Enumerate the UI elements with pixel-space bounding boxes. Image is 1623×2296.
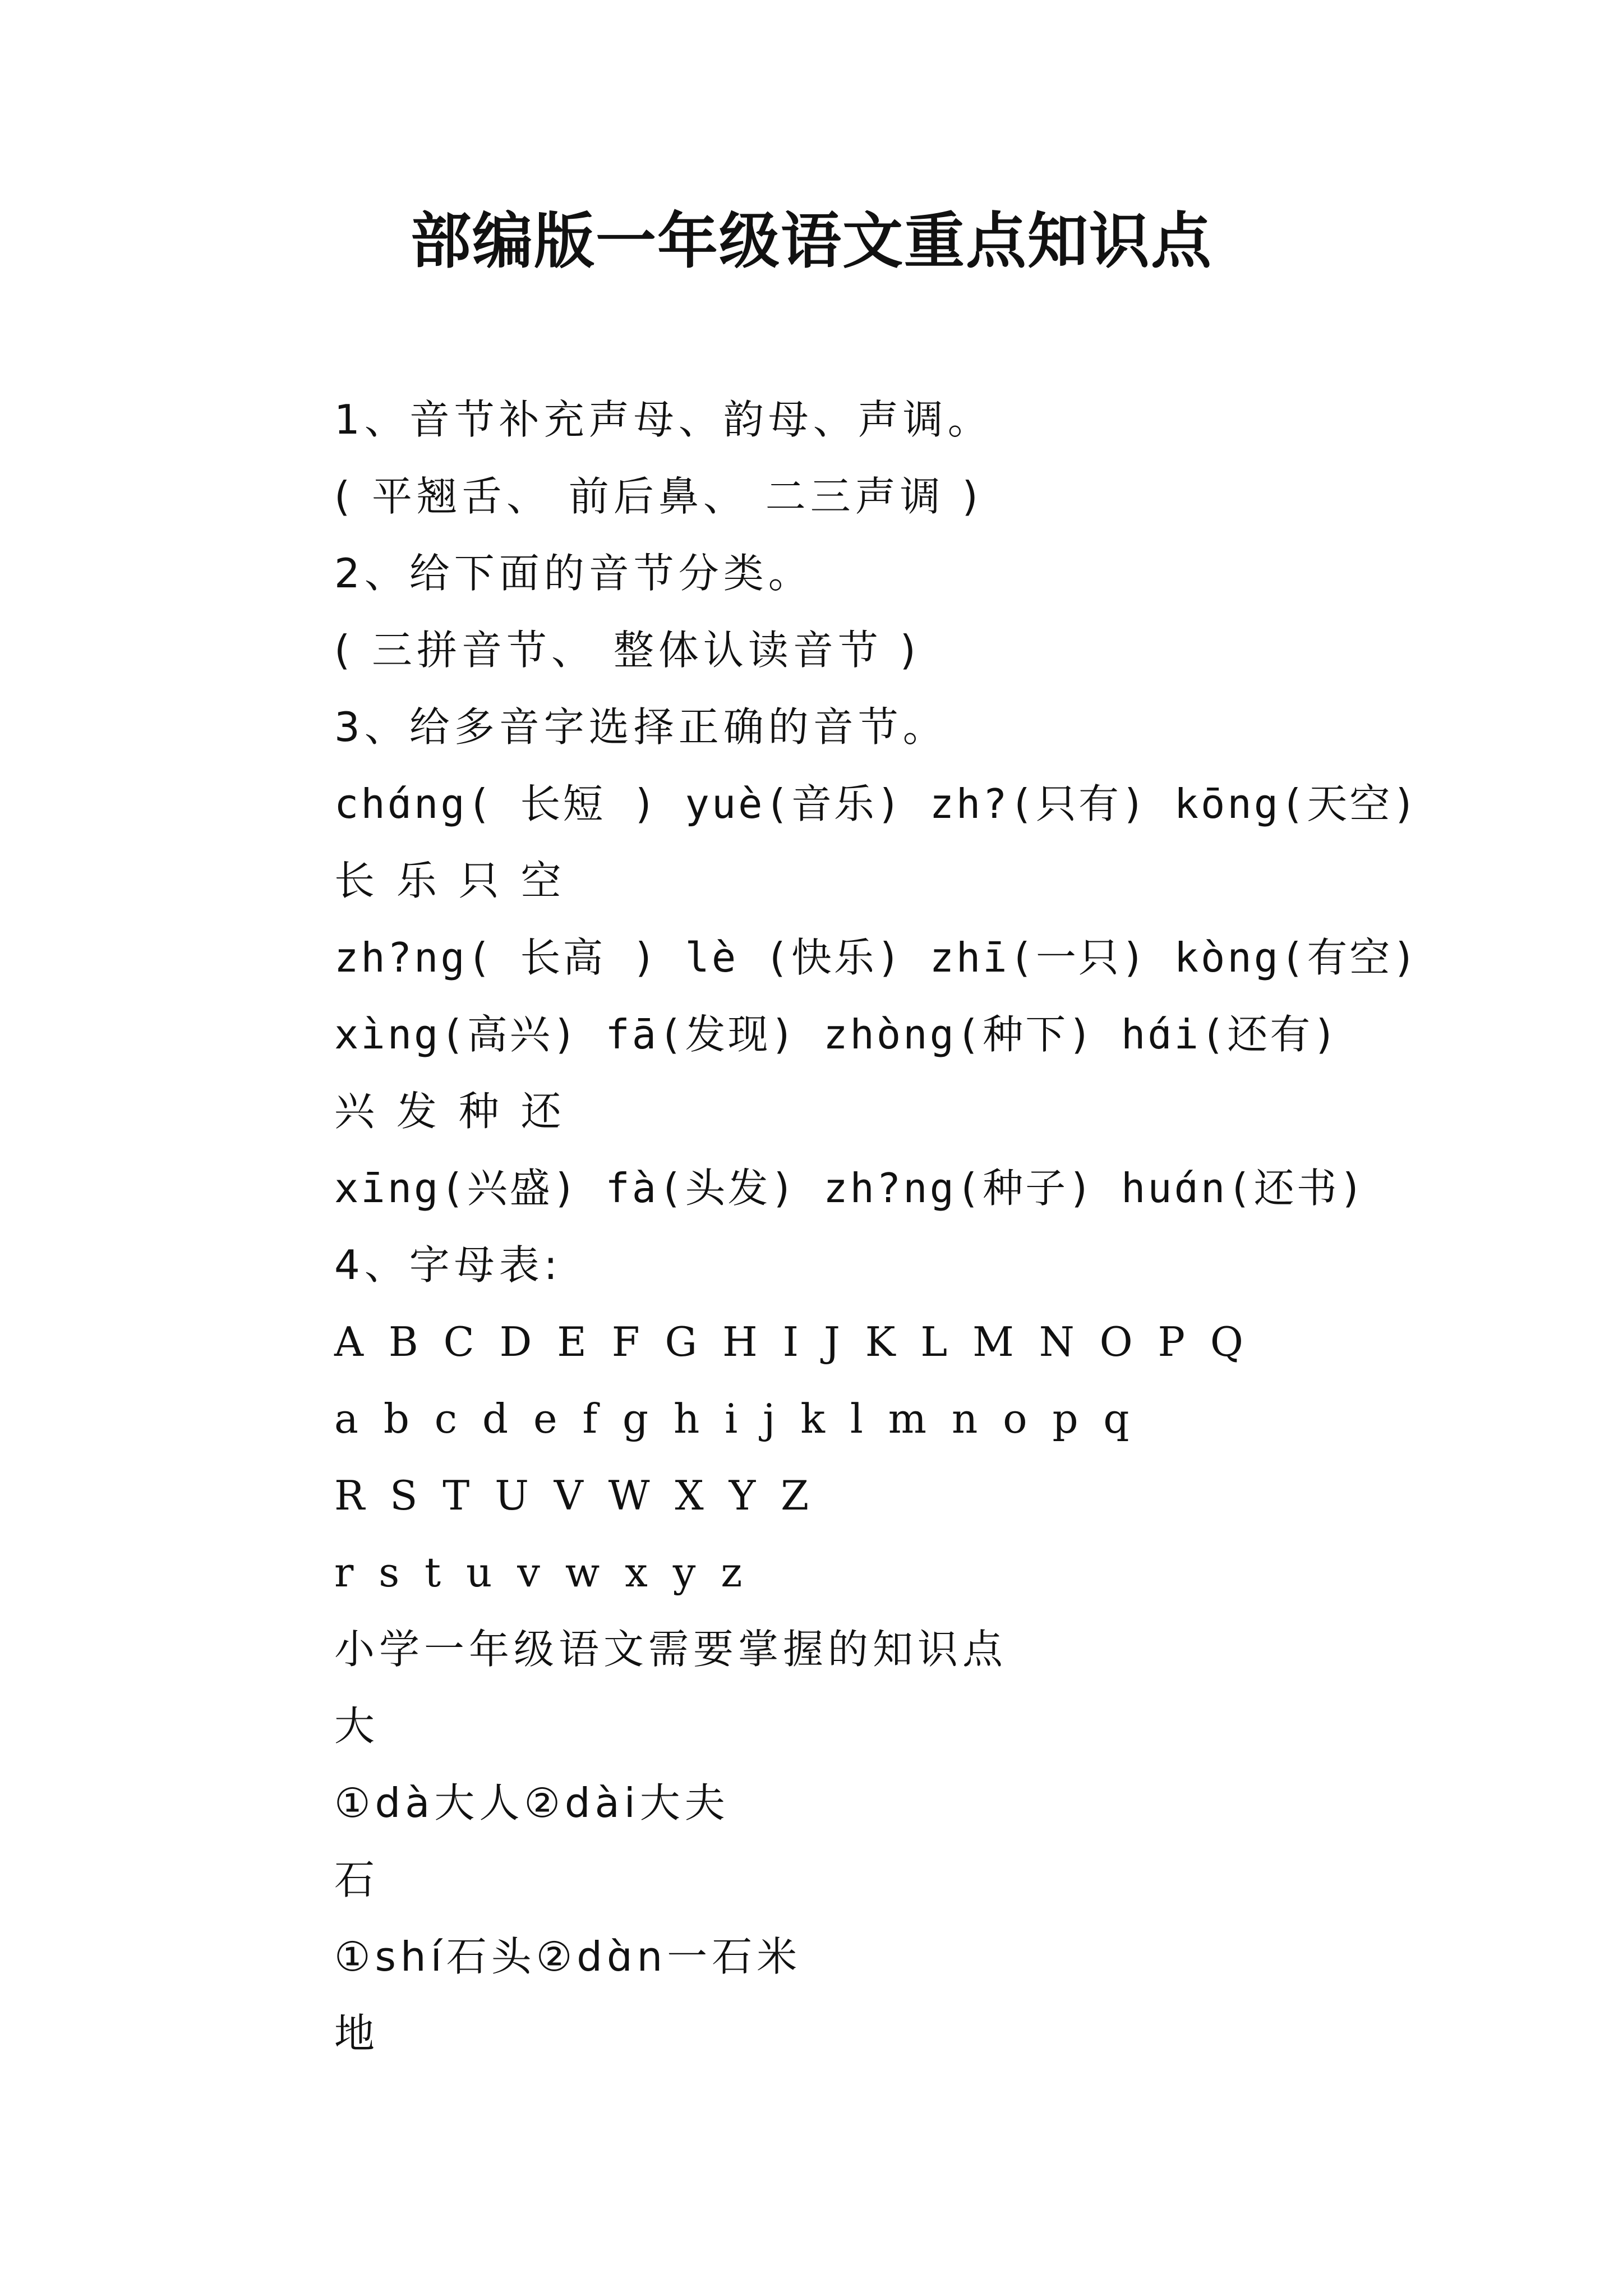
alphabet-line: R S T U V W X Y Z xyxy=(334,1472,810,1519)
text-line: 小学一年级语文需要掌握的知识点 xyxy=(334,1626,1008,1673)
text-line: 4、字母表: xyxy=(334,1241,562,1289)
text-line: 石 xyxy=(334,1856,380,1903)
pinyin-line: zh?ng( 长高 ) lè (快乐) zhī(一只) kòng(有空) xyxy=(334,934,1419,981)
pinyin-line: xìng(高兴) fā(发现) zhòng(种下) hɑ́i(还有) xyxy=(334,1011,1339,1058)
text-line: 3、给多音字选择正确的音节。 xyxy=(334,703,948,751)
text-line: ①shí石头②dɑ̀n一石米 xyxy=(334,1933,802,1980)
pinyin-line: xīng(兴盛) fà(头发) zh?ng(种子) huɑ́n(还书) xyxy=(334,1165,1366,1212)
text-line: ( 平翘舌、 前后鼻、 二三声调 ) xyxy=(334,473,983,520)
document-body xyxy=(334,381,1568,2072)
document-title: 部编版一年级语文重点知识点 xyxy=(410,206,1212,277)
text-line: ①dà大人②dài大夫 xyxy=(334,1779,730,1826)
text-line: 大 xyxy=(334,1703,380,1750)
alphabet-line: A B C D E F G H I J K L M N O P Q xyxy=(334,1318,1244,1365)
text-line: 地 xyxy=(334,2010,380,2057)
text-line: 兴 发 种 还 xyxy=(334,1088,566,1135)
text-line: ( 三拼音节、 整体认读音节 ) xyxy=(334,627,920,674)
text-line: 2、给下面的音节分类。 xyxy=(334,550,813,597)
pinyin-line: chɑ́ng( 长短 ) yuè(音乐) zh?(只有) kōng(天空) xyxy=(334,780,1419,827)
alphabet-line: r s t u v w x y z xyxy=(334,1549,744,1596)
text-line: 长 乐 只 空 xyxy=(334,857,566,904)
alphabet-line: a b c d e f g h i j k l m n o p q xyxy=(334,1395,1131,1442)
text-line: 1、音节补充声母、韵母、声调。 xyxy=(334,396,993,443)
